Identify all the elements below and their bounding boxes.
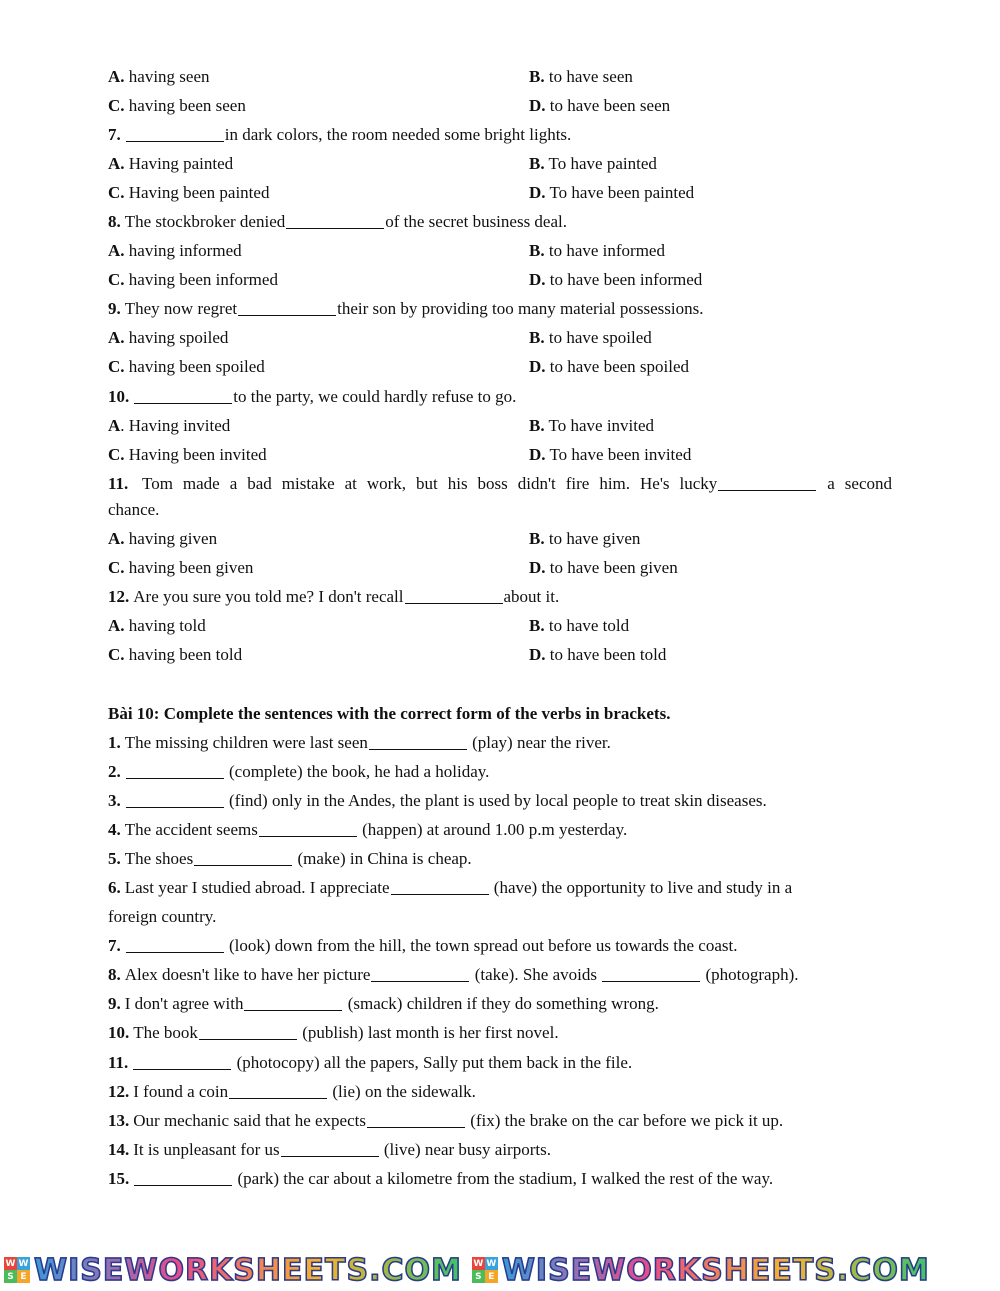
q6-option-a[interactable]: A. having seen — [108, 67, 210, 86]
q12-option-a[interactable]: A. having told — [108, 616, 206, 635]
q11-option-d[interactable]: D. to have been given — [529, 558, 678, 577]
brand-logo-1 — [4, 1253, 462, 1288]
question-8: 8. The stockbroker denied of the secret business deal. — [108, 212, 567, 231]
answer-blank[interactable] — [134, 1169, 232, 1186]
answer-blank[interactable] — [238, 299, 336, 316]
question-11: 11. Tom made a bad mistake at work, but his boss didn't fire him. He's lucky a second — [108, 474, 892, 493]
q7-option-a[interactable]: A. Having painted — [108, 154, 234, 173]
question-10: 10. to the party, we could hardly refuse to go. — [108, 387, 517, 406]
q6-option-d[interactable]: D. to have been seen — [529, 96, 671, 115]
footer-watermark — [0, 1252, 1000, 1288]
exercise-item-7: 7. (look) down from the hill, the town spread out before us towards the coast. — [108, 936, 738, 955]
exercise-item-15: 15. (park) the car about a kilometre from the stadium, I walked the rest of the way. — [108, 1169, 774, 1188]
brand-name: WISEWORKSHEETS.COM — [501, 1252, 930, 1288]
q11-option-b[interactable]: B. to have given — [529, 529, 641, 548]
answer-blank[interactable] — [286, 212, 384, 229]
answer-blank[interactable] — [244, 994, 342, 1011]
q11-option-a[interactable]: A. having given — [108, 529, 218, 548]
q7-option-b[interactable]: B. To have painted — [529, 154, 657, 173]
exercise-item-1: 1. The missing children were last seen (play) near the river. — [108, 733, 611, 752]
exercise-item-2: 2. (complete) the book, he had a holiday. — [108, 762, 490, 781]
answer-blank[interactable] — [133, 1053, 231, 1070]
answer-blank[interactable] — [126, 791, 224, 808]
q9-option-b[interactable]: B. to have spoiled — [529, 328, 652, 347]
q10-option-c[interactable]: C. Having been invited — [108, 445, 267, 464]
section-10-title: Bài 10: Complete the sentences with the correct form of the verbs in brackets. — [108, 704, 671, 723]
q6-option-c[interactable]: C. having been seen — [108, 96, 246, 115]
q7-option-d[interactable]: D. To have been painted — [529, 183, 695, 202]
brand-logo-2 — [472, 1253, 930, 1288]
q9-option-c[interactable]: C. having been spoiled — [108, 357, 265, 376]
exercise-item-14: 14. It is unpleasant for us (live) near busy airports. — [108, 1140, 551, 1159]
exercise-item-9: 9. I don't agree with (smack) children if they do something wrong. — [108, 994, 659, 1013]
q10-option-b[interactable]: B. To have invited — [529, 416, 655, 435]
exercise-item-10: 10. The book (publish) last month is her first novel. — [108, 1023, 559, 1042]
answer-blank[interactable] — [281, 1140, 379, 1157]
exercise-item-6-continued: foreign country. — [108, 907, 217, 926]
wiseworksheets-logo-icon: W W S E — [5, 1258, 29, 1282]
q8-option-a[interactable]: A. having informed — [108, 241, 242, 260]
answer-blank[interactable] — [229, 1082, 327, 1099]
answer-blank[interactable] — [405, 587, 503, 604]
q10-option-a[interactable]: A. Having invited — [108, 416, 231, 435]
exercise-item-11: 11. (photocopy) all the papers, Sally put them back in the file. — [108, 1053, 633, 1072]
answer-blank-2[interactable] — [602, 965, 700, 982]
exercise-item-5: 5. The shoes (make) in China is cheap. — [108, 849, 472, 868]
exercise-item-4: 4. The accident seems (happen) at around 1.00 p.m yesterday. — [108, 820, 628, 839]
q12-option-b[interactable]: B. to have told — [529, 616, 630, 635]
answer-blank[interactable] — [371, 965, 469, 982]
answer-blank[interactable] — [367, 1111, 465, 1128]
answer-blank[interactable] — [391, 878, 489, 895]
q8-option-c[interactable]: C. having been informed — [108, 270, 278, 289]
q6-option-b[interactable]: B. to have seen — [529, 67, 633, 86]
exercise-item-6: 6. Last year I studied abroad. I appreciate (have) the opportunity to live and study in a — [108, 878, 793, 897]
question-11-continued: chance. — [108, 500, 160, 519]
question-12: 12. Are you sure you told me? I don't recall about it. — [108, 587, 560, 606]
q12-option-d[interactable]: D. to have been told — [529, 645, 667, 664]
q8-option-b[interactable]: B. to have informed — [529, 241, 665, 260]
q8-option-d[interactable]: D. to have been informed — [529, 270, 703, 289]
answer-blank[interactable] — [718, 474, 816, 491]
exercise-item-3: 3. (find) only in the Andes, the plant is used by local people to treat skin diseases. — [108, 791, 767, 810]
exercise-item-12: 12. I found a coin (lie) on the sidewalk. — [108, 1082, 476, 1101]
q9-option-d[interactable]: D. to have been spoiled — [529, 357, 690, 376]
answer-blank[interactable] — [194, 849, 292, 866]
question-9: 9. They now regret their son by providing too many material possessions. — [108, 299, 704, 318]
answer-blank[interactable] — [369, 733, 467, 750]
answer-blank[interactable] — [199, 1023, 297, 1040]
q10-option-d[interactable]: D. To have been invited — [529, 445, 692, 464]
exercise-item-13: 13. Our mechanic said that he expects (fix) the brake on the car before we pick it up. — [108, 1111, 784, 1130]
answer-blank[interactable] — [126, 762, 224, 779]
answer-blank[interactable] — [259, 820, 357, 837]
q7-option-c[interactable]: C. Having been painted — [108, 183, 270, 202]
question-7: 7. in dark colors, the room needed some bright lights. — [108, 125, 572, 144]
q12-option-c[interactable]: C. having been told — [108, 645, 243, 664]
q11-option-c[interactable]: C. having been given — [108, 558, 254, 577]
answer-blank[interactable] — [134, 387, 232, 404]
wiseworksheets-logo-icon: W W S E — [473, 1258, 497, 1282]
exercise-item-8: 8. Alex doesn't like to have her picture (take). She avoids (photograph). — [108, 965, 799, 984]
answer-blank[interactable] — [126, 936, 224, 953]
answer-blank[interactable] — [126, 125, 224, 142]
brand-name: WISEWORKSHEETS.COM — [34, 1252, 462, 1288]
q9-option-a[interactable]: A. having spoiled — [108, 328, 229, 347]
